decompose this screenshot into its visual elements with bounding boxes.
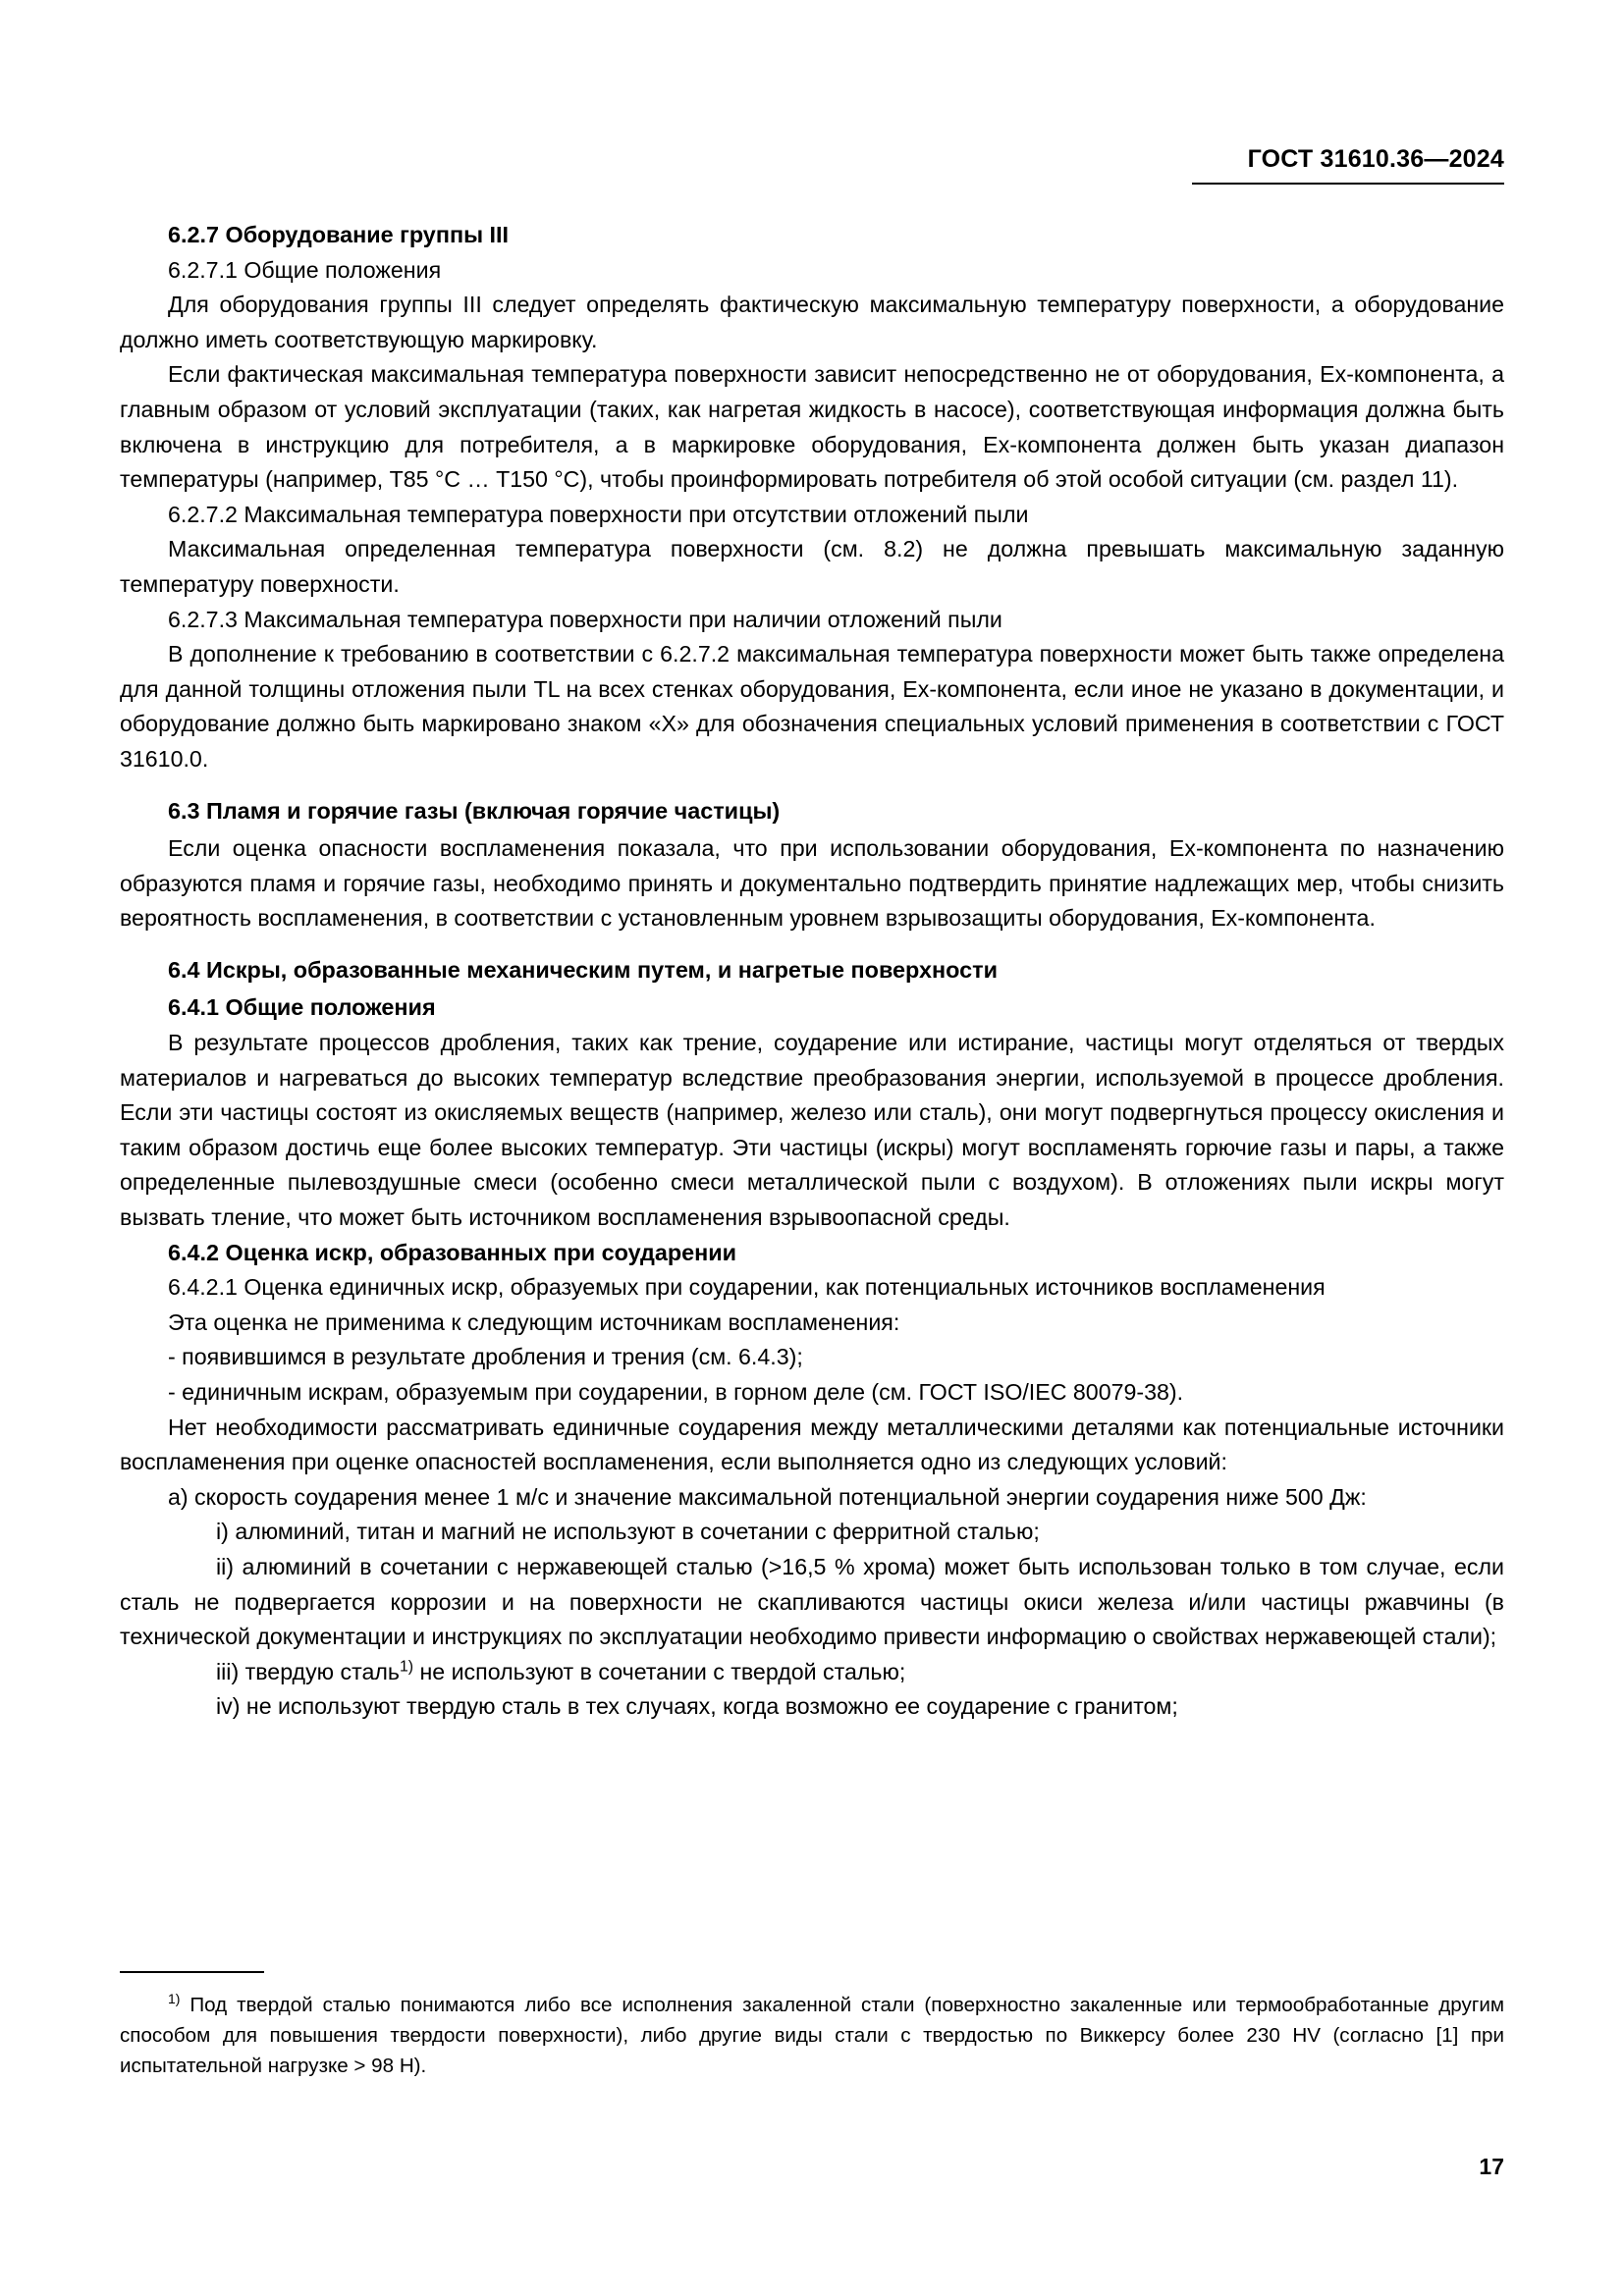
heading-6-2-7-2: 6.2.7.2 Максимальная температура поверхности при отсутствии отложений пыли — [168, 501, 1029, 527]
page-header-standard-number: ГОСТ 31610.36—2024 — [1247, 145, 1504, 173]
heading-6-2-7-1: 6.2.7.1 Общие положения — [168, 256, 442, 283]
list-item-iii-text-before: iii) твердую сталь — [216, 1658, 400, 1684]
list-item-dash-2: - единичным искрам, образуемым при соударении, в горном деле (см. ГОСТ ISO/IEC 80079-38). — [168, 1379, 1184, 1405]
list-item-iii-text-after: не используют в сочетании с твердой сталью; — [413, 1658, 906, 1684]
heading-6-3: 6.3 Пламя и горячие газы (включая горячие частицы) — [168, 797, 781, 824]
spacer — [120, 936, 1504, 953]
paragraph-7: 6.4.2.1 Оценка единичных искр, образуемых при соударении, как потенциальных источников воспламенения — [168, 1274, 1326, 1301]
paragraph-11: Нет необходимости рассматривать единичные соударения между металлическими деталями как потенциальные источники воспламенения при оценке опасностей воспламенения, если выполняется одно из следующих условий: — [120, 1414, 1504, 1475]
heading-6-4-1: 6.4.1 Общие положения — [168, 994, 436, 1021]
heading-6-2-7-3: 6.2.7.3 Максимальная температура поверхности при наличии отложений пыли — [168, 606, 1002, 632]
page-number: 17 — [1479, 2154, 1504, 2179]
footnote-marker-1: 1) — [168, 1991, 181, 2007]
list-item-a: а) скорость соударения менее 1 м/с и значение максимальной потенциальной энергии соударения ниже 500 Дж: — [168, 1483, 1367, 1510]
spacer — [120, 777, 1504, 794]
paragraph-5: Если оценка опасности воспламенения показала, что при использовании оборудования, Ex-компонента по назначению образуются пламя и горячие газы, необходимо принять и документально подтвердить принятие надлежащих мер, чтобы снизить вероятность воспламенения, в соответствии с установленным уровнем взрывозащиты оборудования, Ex-компонента. — [120, 835, 1504, 932]
footnote-reference-1: 1) — [399, 1658, 414, 1676]
list-item-ii: ii) алюминий в сочетании с нержавеющей сталью (>16,5 % хрома) может быть использован только в том случае, если сталь не подвергается коррозии и на поверхности не скапливаются частицы окиси железа и/или частицы ржавчины (в технической документации и инструкциях по эксплуатации необходимо привести информацию о свойствах нержавеющей стали); — [120, 1553, 1504, 1650]
spacer — [120, 1973, 1504, 1990]
heading-6-4: 6.4 Искры, образованные механическим путем, и нагретые поверхности — [168, 956, 998, 983]
paragraph-8: Эта оценка не применима к следующим источникам воспламенения: — [168, 1308, 900, 1335]
list-item-iv: iv) не используют твердую сталь в тех случаях, когда возможно ее соударение с гранитом; — [216, 1693, 1178, 1720]
paragraph-4: В дополнение к требованию в соответствии с 6.2.7.2 максимальная температура поверхности может быть также определена для данной толщины отложения пыли TL на всех стенках оборудования, Ex-компонента, если иное не указано в документации, и оборудование должно быть маркировано знаком «Х» для обозначения специальных условий применения в соответствии с ГОСТ 31610.0. — [120, 641, 1504, 772]
paragraph-1: Для оборудования группы III следует определять фактическую максимальную температуру поверхности, а оборудование должно иметь соответствующую маркировку. — [120, 292, 1504, 352]
list-item-i: i) алюминий, титан и магний не используют в сочетании с ферритной сталью; — [216, 1519, 1040, 1545]
heading-6-2-7: 6.2.7 Оборудование группы III — [168, 222, 510, 247]
footnote-block — [120, 1971, 1504, 2081]
footnote-1-text: Под твердой сталью понимаются либо все исполнения закаленной стали (поверхностно закаленные или термообработанные другим способом для повышения твердости поверхности), либо другие виды стали с твердостью по Виккерсу более 230 HV (согласно [1] при испытательной нагрузке > 98 Н). — [120, 1994, 1504, 2077]
list-item-iii — [120, 1655, 1504, 1690]
paragraph-6: В результате процессов дробления, таких как трение, соударение или истирание, частицы могут отделяться от твердых материалов и нагреваться до высоких температур вследствие преобразования энергии, используемой в процессе дробления. Если эти частицы состоят из окисляемых веществ (например, железо или сталь), они могут подвергнуться процессу окисления и таким образом достичь еще более высоких температур. Эти частицы (искры) могут воспламенять горючие газы и пары, а также определенные пылевоздушные смеси (особенно смеси металлической пыли с воздухом). В отложениях пыли искры могут вызвать тление, что может быть источником воспламенения взрывоопасной среды. — [120, 1030, 1504, 1231]
header-divider — [1192, 183, 1504, 185]
page-content — [120, 218, 1504, 1725]
paragraph-2: Если фактическая максимальная температура поверхности зависит непосредственно не от оборудования, Ex-компонента, а главным образом от условий эксплуатации (таких, как нагретая жидкость в насосе), соответствующая информация должна быть включена в инструкцию для потребителя, а в маркировке оборудования, Ex-компонента должен быть указан диапазон температуры (например, Т85 °С … Т150 °С), чтобы проинформировать потребителя об этой особой ситуации (см. раздел 11). — [120, 361, 1504, 493]
footnote-1 — [120, 1990, 1504, 2081]
heading-6-4-2: 6.4.2 Оценка искр, образованных при соударении — [168, 1239, 737, 1265]
list-item-dash-1: - появившимся в результате дробления и трения (см. 6.4.3); — [168, 1344, 803, 1370]
paragraph-3: Максимальная определенная температура поверхности (см. 8.2) не должна превышать максимальную заданную температуру поверхности. — [120, 536, 1504, 597]
